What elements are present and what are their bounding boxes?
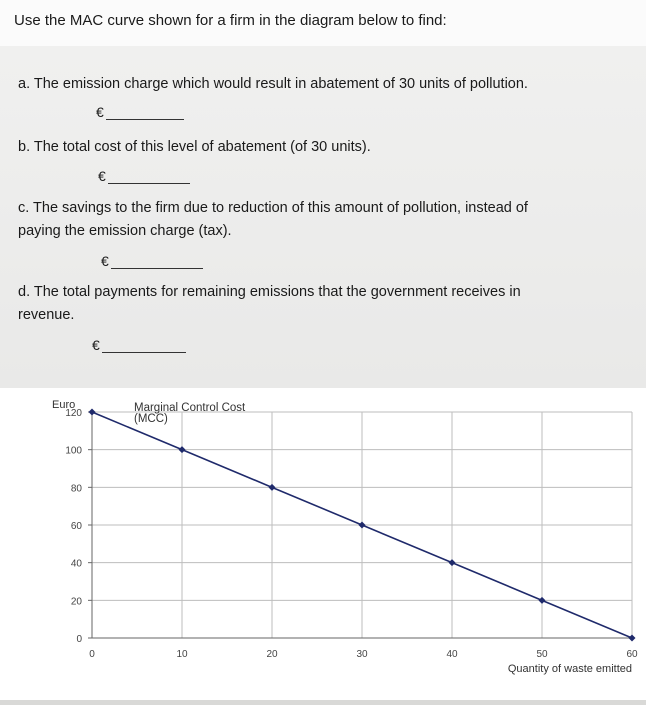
y-axis-label: Euro	[52, 399, 76, 411]
mcc-data-point	[539, 597, 546, 604]
question-c-line-2: paying the emission charge (tax).	[18, 223, 232, 239]
question-b: b. The total cost of this level of abatement (of 30 units).	[18, 139, 371, 155]
euro-sign: €	[92, 337, 100, 353]
mcc-chart-svg	[0, 388, 646, 700]
mcc-data-point	[449, 559, 456, 566]
x-tick-label: 10	[176, 649, 188, 660]
x-tick-label: 0	[89, 649, 95, 660]
answer-blank-line[interactable]	[108, 169, 190, 184]
answer-c[interactable]	[101, 253, 203, 269]
x-tick-label: 50	[536, 649, 548, 660]
x-tick-label: 60	[626, 649, 638, 660]
answer-blank-line[interactable]	[106, 105, 184, 120]
y-tick-label: 20	[70, 596, 82, 608]
mcc-data-point	[629, 635, 636, 642]
answer-a[interactable]	[96, 104, 184, 120]
answer-b[interactable]	[98, 168, 190, 184]
answer-d[interactable]	[92, 337, 186, 353]
question-d-line-1: d. The total payments for remaining emissions that the government receives in	[18, 284, 521, 300]
mcc-data-point	[359, 522, 366, 529]
question-a: a. The emission charge which would result in abatement of 30 units of pollution.	[18, 76, 528, 92]
mcc-chart	[0, 388, 646, 700]
mcc-data-point	[269, 484, 276, 491]
answer-blank-line[interactable]	[111, 254, 203, 269]
answer-blank-line[interactable]	[102, 338, 186, 353]
y-tick-label: 100	[65, 445, 82, 457]
y-tick-label: 40	[70, 558, 82, 570]
question-c-line-1: c. The savings to the firm due to reduction of this amount of pollution, instead of	[18, 200, 528, 216]
y-tick-label: 120	[65, 408, 82, 419]
y-tick-label: 80	[70, 483, 82, 495]
mcc-data-point	[179, 446, 186, 453]
question-d-line-2: revenue.	[18, 307, 75, 323]
mcc-annotation-line-1: Marginal Control Cost	[134, 402, 246, 414]
y-tick-label: 60	[70, 521, 82, 532]
euro-sign: €	[98, 168, 106, 184]
mcc-annotation-line-2: (MCC)	[134, 413, 168, 425]
euro-sign: €	[96, 104, 104, 120]
euro-sign: €	[101, 253, 109, 269]
question-heading: Use the MAC curve shown for a firm in the diagram below to find:	[14, 12, 447, 29]
x-tick-label: 30	[356, 649, 368, 660]
mcc-data-point	[89, 409, 96, 416]
x-axis-label: Quantity of waste emitted	[507, 663, 632, 675]
x-tick-label: 20	[266, 649, 278, 660]
title-bar	[0, 0, 646, 46]
y-tick-label: 0	[76, 634, 82, 645]
x-tick-label: 40	[446, 649, 458, 660]
